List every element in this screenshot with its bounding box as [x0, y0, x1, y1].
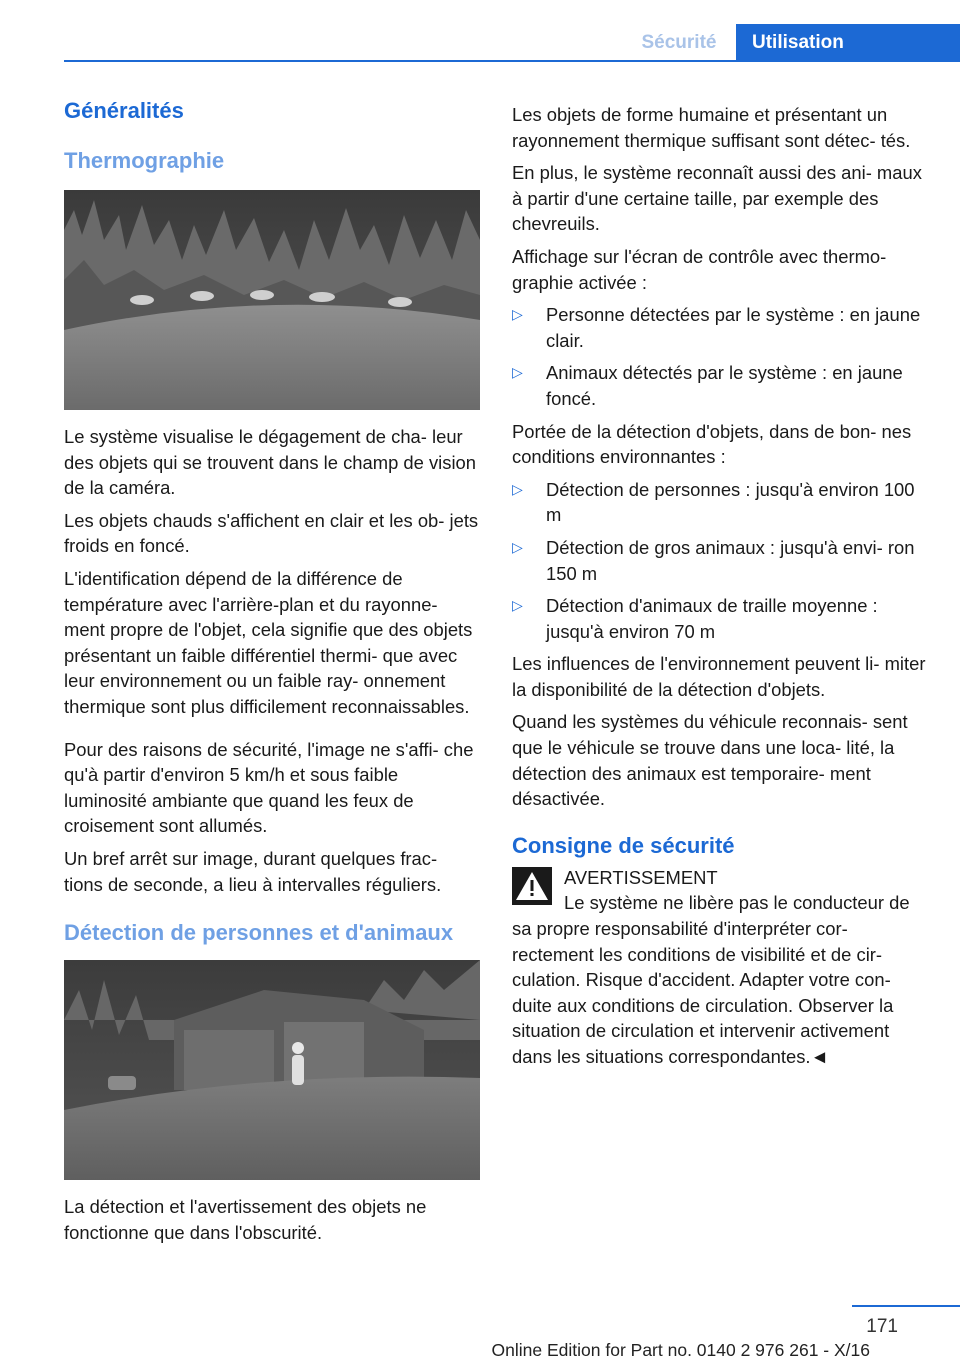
thermal-image-pedestrian — [64, 960, 480, 1180]
triangle-bullet-icon: ▷ — [512, 597, 523, 614]
triangle-bullet-icon: ▷ — [512, 364, 523, 381]
list-item: ▷ Détection de gros animaux : jusqu'à envi‐ ron 150 m — [512, 536, 915, 584]
warning-text: Le système ne libère pas le conducteur de sa propre responsabilité d'interpréter cor‐ rectement les conditions de visibilité et de cir‐ culation. Risque d'accident. Adapter votre con‐ duite aux conditions de circulation. Observer la situation de circulation et intervenir activement dans les situations correspondantes.◄ — [512, 892, 910, 1067]
triangle-bullet-icon: ▷ — [512, 480, 523, 497]
page-number: 171 — [866, 1316, 898, 1337]
paragraph: Affichage sur l'écran de contrôle avec thermo‐ graphie activée : — [512, 245, 887, 293]
edition-note: Online Edition for Part no. 0140 2 976 261 - X/16 — [491, 1340, 870, 1360]
paragraph: Les objets chauds s'affichent en clair et les ob‐ jets froids en foncé. — [64, 509, 479, 557]
thermal-pedestrian-illustration — [64, 960, 480, 1180]
right-column — [512, 102, 928, 1070]
paragraph: L'identification dépend de la différence de température avec l'arrière-plan et du rayonne‐ ment propre de l'objet, cela signifie que des objets présentant un faible différentiel thermi‐ que avec leur environnement ou un faible ray‐ onnement thermique sont plus difficilement reconnaissables. — [64, 567, 473, 717]
list-item: ▷ Personne détectées par le système : en jaune clair. — [512, 304, 921, 351]
range-list — [512, 477, 928, 645]
thermal-animals-illustration — [64, 190, 480, 410]
list-item: ▷ Détection d'animaux de traille moyenne : jusqu'à environ 70 m — [512, 595, 878, 642]
tab-securite[interactable]: Sécurité — [641, 32, 717, 53]
heading-consigne: Consigne de sécurité — [512, 832, 735, 858]
paragraph: Un bref arrêt sur image, durant quelques frac‐ tions de seconde, a lieu à intervalles réguliers. — [64, 847, 442, 895]
display-colors-list — [512, 302, 928, 411]
triangle-bullet-icon: ▷ — [512, 538, 523, 555]
heading-generalites: Généralités — [64, 98, 184, 123]
triangle-bullet-icon: ▷ — [512, 306, 523, 323]
list-item: ▷ Animaux détectés par le système : en jaune foncé. — [512, 362, 903, 409]
paragraph: Pour des raisons de sécurité, l'image ne s'affi‐ che qu'à partir d'environ 5 km/h et sous faible luminosité ambiante que quand les feux de croisement sont allumés. — [64, 738, 474, 837]
paragraph: Portée de la détection d'objets, dans de bon‐ nes conditions environnantes : — [512, 420, 912, 468]
paragraph: Les influences de l'environnement peuvent li‐ miter la disponibilité de la détection d'objets. — [512, 653, 926, 700]
warning-icon — [512, 867, 552, 905]
heading-thermographie: Thermographie — [64, 148, 225, 173]
paragraph: Les objets de forme humaine et présentant un rayonnement thermique suffisant sont détec‐ tés. — [512, 104, 911, 151]
thermal-image-animals — [64, 190, 480, 410]
heading-detection: Détection de personnes et d'animaux — [64, 920, 454, 946]
warning-title: AVERTISSEMENT — [564, 866, 718, 888]
paragraph: Quand les systèmes du véhicule reconnais‐ sent que le véhicule se trouve dans une loca‐ lité, la détection des animaux est temporaire‐ ment désactivée. — [512, 711, 908, 810]
tab-utilisation[interactable]: Utilisation — [736, 24, 960, 62]
paragraph: Le système visualise le dégagement de cha‐ leur des objets qui se trouvent dans le champ de vision de la caméra. — [64, 426, 476, 499]
paragraph: La détection et l'avertissement des objets ne fonctionne que dans l'obscurité. — [64, 1196, 427, 1243]
header-rule — [64, 60, 960, 62]
paragraph: En plus, le système reconnaît aussi des ani‐ maux à partir d'une certaine taille, par exemple des chevreuils. — [512, 162, 922, 235]
footer-rule — [852, 1305, 960, 1307]
warning-block — [512, 865, 928, 1070]
left-column — [64, 96, 480, 1252]
list-item: ▷ Détection de personnes : jusqu'à environ 100 m — [512, 478, 915, 526]
